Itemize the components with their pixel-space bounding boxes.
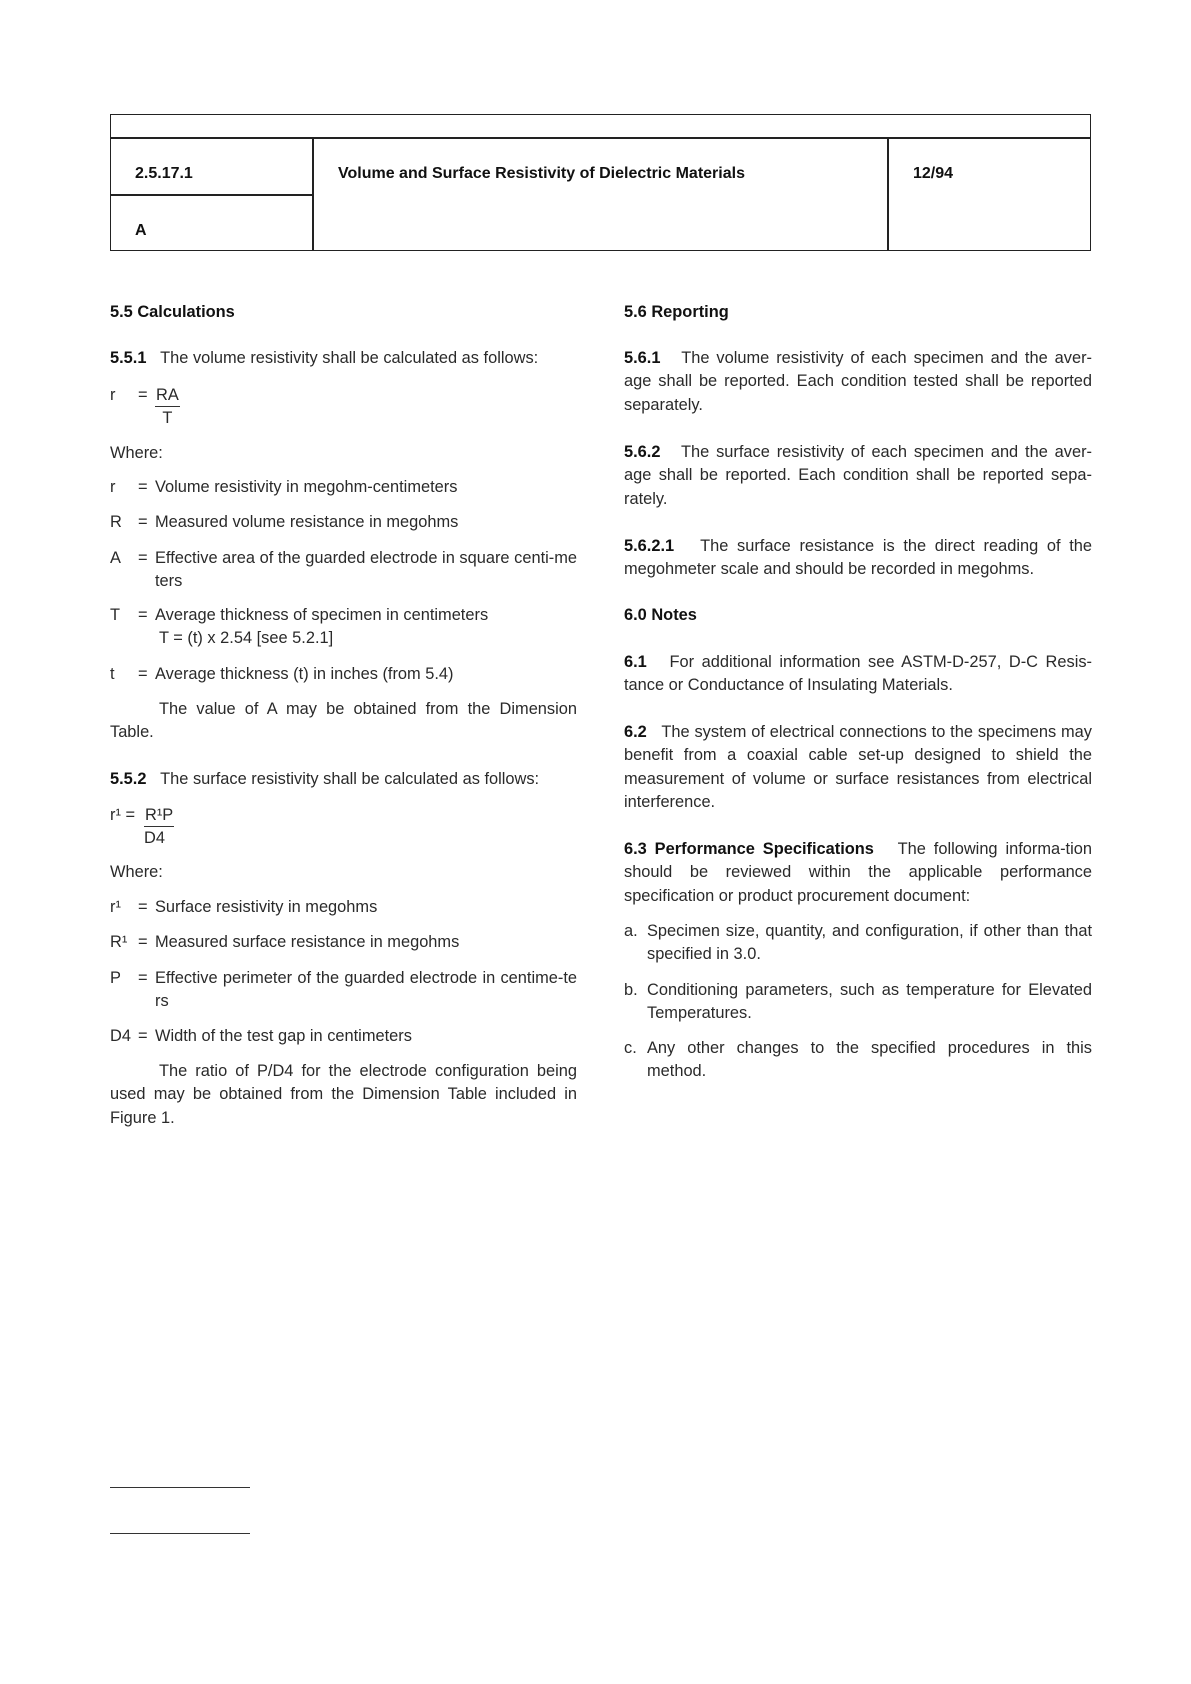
term: T [110, 606, 121, 624]
paragraph-text: The following informa-tion should be reviewed within the applicable performance specification or product procurement document: [624, 840, 1092, 905]
definition: r¹ = Surface resistivity in megohms [110, 896, 577, 919]
paragraph [624, 651, 1092, 698]
definition: R = Measured volume resistance in megohms [110, 511, 577, 534]
paragraph-text: The volume resistivity of each specimen and the aver-age shall be reported. Each condition tested shall be reported separately. [624, 349, 1092, 414]
paragraph-text: The surface resistivity of each specimen and the aver-age shall be reported. Each condition shall be reported sepa-rately. [624, 443, 1092, 508]
definition: r = Volume resistivity in megohm-centimeters [110, 476, 577, 499]
list-text: Specimen size, quantity, and configuration, if other than that specified in 3.0. [647, 922, 1092, 964]
paragraph [624, 347, 1092, 417]
paragraph-text: The system of electrical connections to the specimens may benefit from a coaxial cable set-up designed to shield the measurement of volume or surface resistances from electrical interference. [624, 723, 1092, 812]
definition-text: Surface resistivity in megohms [155, 898, 378, 916]
paragraph [110, 768, 577, 791]
list-text: Conditioning parameters, such as temperature for Elevated Temperatures. [647, 981, 1092, 1023]
footnote-rule [110, 1487, 250, 1488]
definition-text: Average thickness (t) in inches (from 5.4) [155, 665, 454, 683]
document-title: Volume and Surface Resistivity of Dielectric Materials [338, 165, 745, 182]
where-label: Where: [110, 444, 163, 462]
list-item [624, 979, 1092, 1026]
term: t [110, 665, 115, 683]
list-item [624, 920, 1092, 967]
paragraph [624, 441, 1092, 511]
list-item [624, 1037, 1092, 1084]
paragraph-text: The surface resistivity shall be calculated as follows: [160, 770, 540, 788]
section-number: 5.6.1 [624, 349, 661, 367]
revision: A [135, 222, 147, 239]
paragraph: The ratio of P/D4 for the electrode configuration being used may be obtained from the Dimension Table included in Figure 1. [110, 1062, 577, 1127]
where-label: Where: [110, 863, 163, 881]
formula-lhs: r¹ = [110, 806, 136, 824]
list-marker: a. [624, 922, 638, 940]
paragraph: The value of A may be obtained from the Dimension Table. [110, 700, 577, 742]
section-number: 5.6.2.1 [624, 537, 675, 555]
header-divider [110, 137, 1091, 139]
term: R¹ [110, 933, 128, 951]
formula-eq: = [138, 386, 148, 404]
definition-text: Effective perimeter of the guarded electrode in centime-ters [155, 969, 577, 1011]
list-text: Any other changes to the specified procedures in this method. [647, 1039, 1092, 1081]
definition: R¹ = Measured surface resistance in megohms [110, 931, 577, 954]
definition: D4 = Width of the test gap in centimeters [110, 1025, 577, 1048]
term: r [110, 478, 116, 496]
term: D4 [110, 1027, 131, 1045]
list-marker: b. [624, 981, 638, 999]
term: r¹ [110, 898, 121, 916]
date: 12/94 [913, 165, 954, 182]
definition-text: Volume resistivity in megohm-centimeters [155, 478, 458, 496]
term: A [110, 549, 121, 567]
formula-denominator: D4 [144, 829, 165, 847]
paragraph-text: The surface resistance is the direct reading of the megohmeter scale and should be recorded in megohms. [624, 537, 1092, 579]
paragraph [624, 721, 1092, 815]
definition-text: Average thickness of specimen in centimeters [155, 606, 489, 624]
formula-surface [110, 804, 174, 847]
list-marker: c. [624, 1039, 637, 1057]
header-divider [110, 194, 313, 196]
paragraph [110, 347, 577, 370]
definition-text: Measured surface resistance in megohms [155, 933, 460, 951]
footnote-rule [110, 1533, 250, 1534]
definition-text: Width of the test gap in centimeters [155, 1027, 412, 1045]
definition: T = Average thickness of specimen in centimeters T = (t) x 2.54 [see 5.2.1] [110, 606, 489, 648]
section-number: 5.5.2 [110, 770, 147, 788]
spec-number: 2.5.17.1 [135, 165, 193, 182]
header-divider [887, 137, 889, 250]
paragraph [624, 535, 1092, 582]
formula-volume [110, 384, 179, 427]
paragraph [624, 838, 1092, 908]
section-number: 5.6.2 [624, 443, 661, 461]
section-heading: 6.0 Notes [624, 606, 697, 624]
definition-formula: T = (t) x 2.54 [see 5.2.1] [159, 629, 334, 648]
definition: t = Average thickness (t) in inches (from 5.4) [110, 663, 577, 686]
formula-numerator: R¹P [144, 804, 174, 827]
definition-text: Effective area of the guarded electrode in square centi-meters [155, 549, 577, 591]
section-heading: 5.6 Reporting [624, 303, 729, 321]
section-number: 6.3 Performance Specifications [624, 840, 874, 858]
formula-numerator: RA [155, 384, 180, 407]
formula-denominator: T [162, 409, 173, 427]
section-number: 6.1 [624, 653, 647, 671]
formula-lhs: r [110, 386, 116, 404]
paragraph-text: For additional information see ASTM-D-257, D-C Resis-tance or Conductance of Insulating Materials. [624, 653, 1092, 695]
definition: A = Effective area of the guarded electrode in square centi-meters [110, 547, 577, 594]
definition-text: Measured volume resistance in megohms [155, 513, 459, 531]
term: P [110, 969, 121, 987]
term: R [110, 513, 122, 531]
section-number: 6.2 [624, 723, 647, 741]
paragraph-text: The volume resistivity shall be calculated as follows: [160, 349, 539, 367]
section-heading: 5.5 Calculations [110, 303, 235, 321]
section-number: 5.5.1 [110, 349, 147, 367]
definition: P = Effective perimeter of the guarded electrode in centime-ters [110, 967, 577, 1014]
